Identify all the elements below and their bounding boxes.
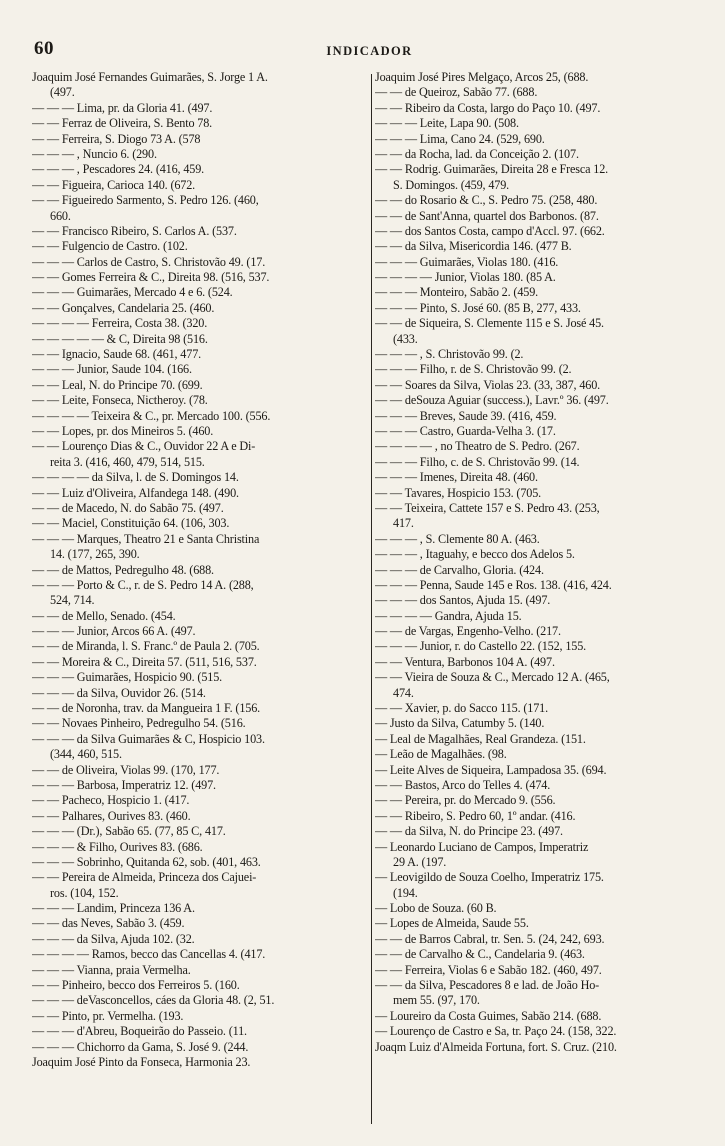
directory-entry-line: Joaqm Luiz d'Almeida Fortuna, fort. S. Cruz. (210. <box>375 1039 617 1054</box>
directory-entry-line: — — — Barbosa, Imperatriz 12. (497. <box>32 777 216 792</box>
directory-entry-line: — Leonardo Luciano de Campos, Imperatriz <box>375 839 589 854</box>
directory-entry-line: — — de Carvalho & C., Candelaria 9. (463. <box>375 947 585 962</box>
directory-entry-line: — — — Monteiro, Sabão 2. (459. <box>375 285 539 300</box>
directory-entry-line: — — Fulgencio de Castro. (102. <box>32 239 188 254</box>
directory-entry-line: — — da Rocha, lad. da Conceição 2. (107. <box>375 146 579 161</box>
directory-entry-line: — — — Guimarães, Mercado 4 e 6. (524. <box>32 285 233 300</box>
directory-entry-line: — — Gonçalves, Candelaria 25. (460. <box>32 300 215 315</box>
directory-entry-line: 660. <box>50 208 71 223</box>
directory-entry-line: — — — Pinto, S. José 60. (85 B, 277, 433. <box>375 300 581 315</box>
directory-entry-line: — — das Neves, Sabão 3. (459. <box>32 916 185 931</box>
directory-entry-line: — — de Oliveira, Violas 99. (170, 177. <box>32 762 220 777</box>
directory-entry-line: — — — , Itaguahy, e becco dos Adelos 5. <box>375 547 575 562</box>
directory-entry-line: — — Teixeira, Cattete 157 e S. Pedro 43. (253, <box>375 500 600 515</box>
directory-entry-line: ros. (104, 152. <box>50 885 119 900</box>
directory-entry-line: — Loureiro da Costa Guimes, Sabão 214. (688. <box>375 1008 602 1023</box>
directory-entry-line: (194. <box>393 885 418 900</box>
directory-entry-line: (344, 460, 515. <box>50 747 122 762</box>
directory-entry-line: — — Lopes, pr. dos Mineiros 5. (460. <box>32 423 214 438</box>
directory-entry-line: — — Pereira de Almeida, Princeza dos Cajuei- <box>32 870 257 885</box>
directory-entry-line: — — da Silva, N. do Principe 23. (497. <box>375 824 563 839</box>
directory-entry-line: — Justo da Silva, Catumby 5. (140. <box>375 716 545 731</box>
directory-entry-line: — — — Vianna, praia Vermelha. <box>32 962 191 977</box>
directory-entry-line: reita 3. (416, 460, 479, 514, 515. <box>50 454 205 469</box>
directory-entry-line: — — da Silva, Misericordia 146. (477 B. <box>375 239 572 254</box>
directory-entry-line: — — Ventura, Barbonos 104 A. (497. <box>375 654 555 669</box>
directory-entry-line: — — — Guimarães, Violas 180. (416. <box>375 254 559 269</box>
directory-entry-line: — — de Siqueira, S. Clemente 115 e S. José 45. <box>375 316 604 331</box>
directory-columns <box>32 70 708 1130</box>
directory-entry-line: — — — Junior, Arcos 66 A. (497. <box>32 624 196 639</box>
column-divider <box>371 74 372 1124</box>
directory-entry-line: — — Novaes Pinheiro, Pedregulho 54. (516. <box>32 716 246 731</box>
left-column <box>32 70 370 1130</box>
directory-entry-line: 29 A. (197. <box>393 854 447 869</box>
directory-entry-line: — — Pereira, pr. do Mercado 9. (556. <box>375 793 556 808</box>
directory-entry-line: — — Francisco Ribeiro, S. Carlos A. (537. <box>32 223 237 238</box>
directory-entry-line: — — — — — & C, Direita 98 (516. <box>32 331 208 346</box>
right-column <box>375 70 708 1130</box>
directory-entry-line: (497. <box>50 85 75 100</box>
directory-entry-line: — — Ferreira, S. Diogo 73 A. (578 <box>32 131 201 146</box>
directory-entry-line: — — — Filho, c. de S. Christovão 99. (14. <box>375 454 580 469</box>
directory-entry-line: mem 55. (97, 170. <box>393 993 480 1008</box>
directory-entry-line: — — — dos Santos, Ajuda 15. (497. <box>375 593 551 608</box>
directory-entry-line: — — — Carlos de Castro, S. Christovão 49. (17. <box>32 254 266 269</box>
directory-entry-line: — — — de Carvalho, Gloria. (424. <box>375 562 544 577</box>
directory-entry-line: — — Ribeiro da Costa, largo do Paço 10. (497. <box>375 100 601 115</box>
directory-entry-line: — — — d'Abreu, Boqueirão do Passeio. (11. <box>32 1024 247 1039</box>
directory-entry-line: — — — Castro, Guarda-Velha 3. (17. <box>375 423 556 438</box>
page-header <box>34 38 705 64</box>
directory-entry-line: — — — — Gandra, Ajuda 15. <box>375 608 522 623</box>
directory-entry-line: — — de Noronha, trav. da Mangueira 1 F. (156. <box>32 701 261 716</box>
directory-entry-line: — — de Sant'Anna, quartel dos Barbonos. (87. <box>375 208 599 223</box>
directory-entry-line: — — de Mello, Senado. (454. <box>32 608 176 623</box>
directory-entry-line: — — Soares da Silva, Violas 23. (33, 387, 460. <box>375 377 601 392</box>
directory-entry-line: Joaquim José Pires Melgaço, Arcos 25, (688. <box>375 70 589 84</box>
directory-entry-line: 524, 714. <box>50 593 95 608</box>
directory-entry-line: — — Xavier, p. do Sacco 115. (171. <box>375 701 549 716</box>
directory-entry-line: — — — — Ramos, becco das Cancellas 4. (417. <box>32 947 266 962</box>
directory-entry-line: — — — , Pescadores 24. (416, 459. <box>32 162 205 177</box>
directory-entry-line: — — Pinheiro, becco dos Ferreiros 5. (160. <box>32 978 240 993</box>
directory-entry-line: — — — , S. Clemente 80 A. (463. <box>375 531 540 546</box>
directory-entry-line: — — Vieira de Souza & C., Mercado 12 A. (465, <box>375 670 610 685</box>
directory-entry-line: — — dos Santos Costa, campo d'Accl. 97. (662. <box>375 223 605 238</box>
directory-entry-line: — — Leite, Fonseca, Nictheroy. (78. <box>32 393 208 408</box>
directory-entry-line: — — do Rosario & C., S. Pedro 75. (258, 480. <box>375 193 598 208</box>
directory-entry-line: — — — — Ferreira, Costa 38. (320. <box>32 316 208 331</box>
directory-entry-line: — — de Macedo, N. do Sabão 75. (497. <box>32 500 224 515</box>
directory-entry-line: — — Gomes Ferreira & C., Direita 98. (516, 537. <box>32 270 270 285</box>
directory-entry-line: — — Palhares, Ourives 83. (460. <box>32 808 191 823</box>
directory-entry-line: — — — Lima, pr. da Gloria 41. (497. <box>32 100 213 115</box>
directory-entry-line: 14. (177, 265, 390. <box>50 547 140 562</box>
directory-entry-line: Joaquim José Pinto da Fonseca, Harmonia 23. <box>32 1055 251 1069</box>
directory-entry-line: — — Ferreira, Violas 6 e Sabão 182. (460, 497. <box>375 962 602 977</box>
directory-entry-line: — — de Barros Cabral, tr. Sen. 5. (24, 242, 693. <box>375 931 605 946</box>
directory-entry-line: — — — Marques, Theatro 21 e Santa Christina <box>32 531 260 546</box>
directory-entry-line: — Lopes de Almeida, Saude 55. <box>375 916 529 931</box>
directory-entry-line: — Leite Alves de Siqueira, Lampadosa 35. (694. <box>375 762 607 777</box>
directory-entry-line: — — — Breves, Saude 39. (416, 459. <box>375 408 557 423</box>
directory-entry-line: — — Rodrig. Guimarães, Direita 28 e Fresca 12. <box>375 162 609 177</box>
directory-entry-line: — — Figueiredo Sarmento, S. Pedro 126. (460, <box>32 193 259 208</box>
directory-entry-line: — — — Filho, r. de S. Christovão 99. (2. <box>375 362 572 377</box>
directory-entry-line: — — Pacheco, Hospicio 1. (417. <box>32 793 190 808</box>
directory-entry-line: — — Lourenço Dias & C., Ouvidor 22 A e Di- <box>32 439 256 454</box>
directory-entry-line: — — Ribeiro, S. Pedro 60, 1º andar. (416. <box>375 808 576 823</box>
directory-entry-line: — — — da Silva Guimarães & C, Hospicio 103. <box>32 731 265 746</box>
directory-entry-line: — — — — Junior, Violas 180. (85 A. <box>375 270 556 285</box>
directory-entry-line: — — Ignacio, Saude 68. (461, 477. <box>32 347 202 362</box>
directory-entry-line: — — — Leite, Lapa 90. (508. <box>375 116 519 131</box>
directory-entry-line: S. Domingos. (459, 479. <box>393 177 510 192</box>
directory-entry-line: — Lobo de Souza. (60 B. <box>375 901 497 916</box>
directory-entry-line: — — de Mattos, Pedregulho 48. (688. <box>32 562 214 577</box>
directory-entry-line: 474. <box>393 685 414 700</box>
directory-entry-line: — — Bastos, Arco do Telles 4. (474. <box>375 777 551 792</box>
directory-entry-line: Joaquim José Fernandes Guimarães, S. Jorge 1 A. <box>32 70 268 84</box>
directory-entry-line: 417. <box>393 516 414 531</box>
directory-entry-line: — — — Lima, Cano 24. (529, 690. <box>375 131 545 146</box>
directory-entry-line: — — — — Teixeira & C., pr. Mercado 100. (556. <box>32 408 271 423</box>
directory-entry-line: — — — — , no Theatro de S. Pedro. (267. <box>375 439 580 454</box>
directory-entry-line: — — Moreira & C., Direita 57. (511, 516, 537. <box>32 654 257 669</box>
directory-entry-line: — — — Junior, Saude 104. (166. <box>32 362 192 377</box>
directory-entry-line: — — — deVasconcellos, cáes da Gloria 48. (2, 51. <box>32 993 275 1008</box>
directory-entry-line: — — — Imenes, Direita 48. (460. <box>375 470 538 485</box>
directory-entry-line: — — — , Nuncio 6. (290. <box>32 146 157 161</box>
directory-entry-line: — — — Porto & C., r. de S. Pedro 14 A. (288, <box>32 577 254 592</box>
directory-entry-line: — — — Sobrinho, Quitanda 62, sob. (401, 463. <box>32 854 261 869</box>
directory-entry-line: (433. <box>393 331 418 346</box>
directory-entry-line: — — de Queiroz, Sabão 77. (688. <box>375 85 538 100</box>
directory-entry-line: — — Leal, N. do Principe 70. (699. <box>32 377 203 392</box>
directory-entry-line: — — — Chichorro da Gama, S. José 9. (244. <box>32 1039 249 1054</box>
directory-entry-line: — Leal de Magalhães, Real Grandeza. (151. <box>375 731 586 746</box>
directory-entry-line: — — — da Silva, Ouvidor 26. (514. <box>32 685 206 700</box>
directory-entry-line: — — — Guimarães, Hospicio 90. (515. <box>32 670 223 685</box>
directory-entry-line: — Leão de Magalhães. (98. <box>375 747 507 762</box>
directory-entry-line: — — de Vargas, Engenho-Velho. (217. <box>375 624 561 639</box>
directory-entry-line: — — — (Dr.), Sabão 65. (77, 85 C, 417. <box>32 824 226 839</box>
directory-entry-line: — — — Penna, Saude 145 e Ros. 138. (416, 424. <box>375 577 612 592</box>
directory-entry-line: — — deSouza Aguiar (success.), Lavr.º 36. (497. <box>375 393 609 408</box>
directory-entry-line: — — — , S. Christovão 99. (2. <box>375 347 524 362</box>
directory-entry-line: — — da Silva, Pescadores 8 e lad. de João Ho- <box>375 978 600 993</box>
directory-entry-line: — — — Landim, Princeza 136 A. <box>32 901 195 916</box>
directory-entry-line: — — Pinto, pr. Vermelha. (193. <box>32 1008 184 1023</box>
directory-entry-line: — — — & Filho, Ourives 83. (686. <box>32 839 203 854</box>
directory-entry-line: — — Figueira, Carioca 140. (672. <box>32 177 196 192</box>
directory-entry-line: — Lourenço de Castro e Sa, tr. Paço 24. (158, 322. <box>375 1024 617 1039</box>
page-number: 60 <box>34 38 54 59</box>
running-head: INDICADOR <box>326 44 413 58</box>
directory-entry-line: — — — Junior, r. do Castello 22. (152, 155. <box>375 639 587 654</box>
directory-entry-line: — — Tavares, Hospicio 153. (705. <box>375 485 542 500</box>
directory-entry-line: — — — da Silva, Ajuda 102. (32. <box>32 931 195 946</box>
directory-entry-line: — — de Miranda, l. S. Franc.º de Paula 2. (705. <box>32 639 260 654</box>
directory-entry-line: — — Maciel, Constituição 64. (106, 303. <box>32 516 230 531</box>
directory-entry-line: — — — — da Silva, l. de S. Domingos 14. <box>32 470 239 485</box>
directory-entry-line: — — Ferraz de Oliveira, S. Bento 78. <box>32 116 213 131</box>
directory-entry-line: — — Luiz d'Oliveira, Alfandega 148. (490. <box>32 485 239 500</box>
directory-entry-line: — Leovigildo de Souza Coelho, Imperatriz 175. <box>375 870 604 885</box>
